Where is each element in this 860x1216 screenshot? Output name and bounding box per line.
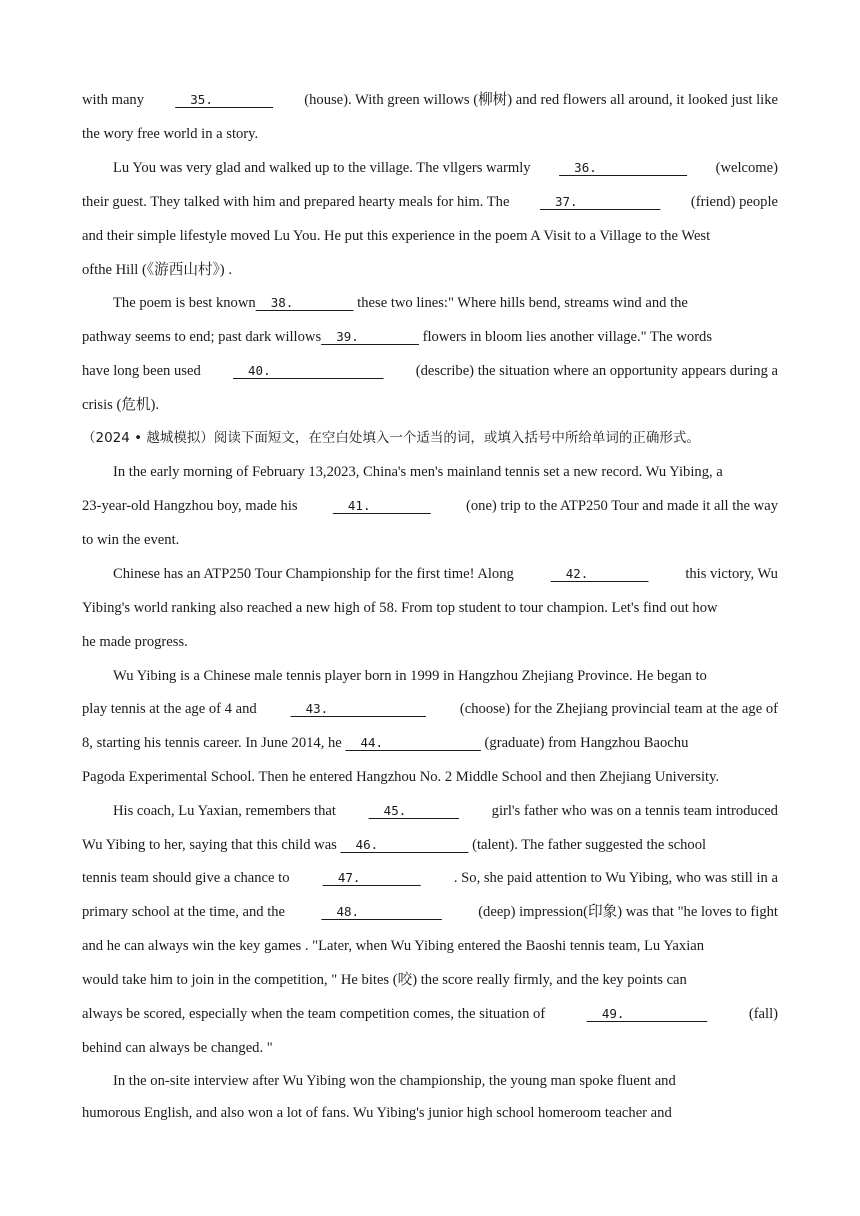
text-segment: play tennis at the age of 4 and [82, 701, 257, 717]
answer-blank[interactable]: 40. [232, 363, 384, 378]
text-segment: (deep) impression(印象) was that "he loves to fight [478, 904, 778, 920]
answer-blank[interactable]: 45. [368, 803, 459, 818]
text-segment: (fall) [748, 1006, 778, 1022]
text-line [82, 733, 688, 753]
text-line [113, 1071, 676, 1091]
text-segment: always be scored, especially when the team competition comes, the situation of [82, 1006, 546, 1022]
text-line [82, 327, 712, 347]
text-segment: 23-year-old Hangzhou boy, made his [82, 498, 298, 514]
text-segment: Yibing's world ranking also reached a new high of 58. From top student to tour champion. Let's find out how [82, 600, 718, 616]
text-line [82, 936, 778, 956]
answer-blank[interactable]: 39. [321, 329, 419, 344]
text-segment: crisis (危机). [82, 397, 160, 413]
text-segment: the wory free world in a story. [82, 126, 259, 142]
text-segment: have long been used [82, 363, 201, 379]
text-segment: and he can always win the key games . "Later, when Wu Yibing entered the Baoshi tennis team, Lu Yaxian [82, 938, 705, 954]
text-segment: (welcome) [715, 160, 778, 176]
text-segment: tennis team should give a chance to [82, 870, 290, 886]
text-line [82, 1038, 273, 1058]
text-line [82, 868, 778, 888]
text-segment: Wu Yibing to her, saying that this child was [82, 837, 341, 853]
text-segment: Wu Yibing is a Chinese male tennis player born in 1999 in Hangzhou Zhejiang Province. He began to [113, 668, 707, 684]
text-line [82, 598, 778, 618]
text-segment: (graduate) from Hangzhou Baochu [480, 735, 689, 751]
text-segment: he made progress. [82, 634, 188, 650]
answer-blank[interactable]: 37. [539, 194, 661, 209]
text-segment: flowers in bloom lies another village." The words [418, 329, 713, 345]
answer-blank[interactable]: 46. [340, 837, 469, 852]
text-segment: Lu You was very glad and walked up to the village. The vllgers warmly [113, 160, 531, 176]
text-segment: primary school at the time, and the [82, 904, 286, 920]
text-line [82, 970, 687, 990]
text-line [82, 767, 778, 787]
text-segment: Chinese has an ATP250 Tour Championship for the first time! Along [113, 566, 514, 582]
text-line [82, 192, 778, 212]
text-line [113, 293, 688, 313]
answer-blank[interactable]: 35. [175, 92, 274, 107]
text-segment: （2024 • 越城模拟）阅读下面短文，在空白处填入一个适当的词，或填入括号中所给单词的正确形式。 [82, 430, 700, 446]
text-line [82, 530, 179, 550]
text-segment: would take him to join in the competition, " He bites (咬) the score really firmly, and the key points can [82, 972, 687, 988]
text-segment: (house). With green willows (柳树) and red flowers all around, it looked just like [304, 92, 778, 108]
text-line [82, 1004, 778, 1024]
text-line [113, 801, 778, 821]
text-line [82, 835, 706, 855]
text-segment: these two lines:" Where hills bend, streams wind and the [353, 295, 688, 311]
text-segment: The poem is best known [113, 295, 256, 311]
text-segment: (describe) the situation where an opportunity appears during a [415, 363, 778, 379]
text-segment: (friend) people [690, 194, 778, 210]
text-segment: (one) trip to the ATP250 Tour and made it all the way [465, 498, 778, 514]
text-segment: and their simple lifestyle moved Lu You. He put this experience in the poem A Visit to a Village to the West [82, 228, 711, 244]
text-segment: ofthe Hill (《游西山村》) . [82, 262, 232, 278]
answer-blank[interactable]: 43. [290, 701, 427, 716]
answer-blank[interactable]: 49. [586, 1006, 708, 1021]
text-segment: pathway seems to end; past dark willows [82, 329, 322, 345]
text-segment: In the on-site interview after Wu Yibing won the championship, the young man spoke fluent and [113, 1073, 676, 1089]
text-segment: In the early morning of February 13,2023, China's men's mainland tennis set a new record. Wu Yibing, a [113, 464, 723, 480]
answer-blank[interactable]: 44. [345, 735, 481, 750]
answer-blank[interactable]: 48. [321, 904, 442, 919]
text-line [113, 158, 778, 178]
text-line [82, 632, 188, 652]
text-line [82, 124, 258, 144]
answer-blank[interactable]: 42. [550, 566, 649, 581]
text-segment: this victory, Wu [685, 566, 778, 582]
text-segment: Pagoda Experimental School. Then he entered Hangzhou No. 2 Middle School and then Zhejiang University. [82, 769, 720, 785]
answer-blank[interactable]: 36. [559, 160, 688, 175]
text-segment: girl's father who was on a tennis team introduced [491, 803, 778, 819]
text-line [82, 395, 159, 415]
text-line [82, 496, 778, 516]
text-line [82, 699, 778, 719]
text-line [82, 361, 778, 381]
text-segment: (talent). The father suggested the school [468, 837, 707, 853]
text-line [82, 226, 778, 246]
text-line [82, 260, 232, 280]
text-segment: 8, starting his tennis career. In June 2014, he [82, 735, 346, 751]
text-segment: (choose) for the Zhejiang provincial team at the age of [459, 701, 778, 717]
text-line [82, 902, 778, 922]
text-segment: His coach, Lu Yaxian, remembers that [113, 803, 336, 819]
text-segment: with many [82, 92, 145, 108]
text-segment: their guest. They talked with him and prepared hearty meals for him. The [82, 194, 510, 210]
question-source-header [82, 428, 700, 448]
text-segment: humorous English, and also won a lot of fans. Wu Yibing's junior high school homeroom teacher and [82, 1105, 672, 1121]
text-line [113, 666, 707, 686]
text-line [113, 462, 778, 482]
text-segment: to win the event. [82, 532, 180, 548]
answer-blank[interactable]: 47. [322, 870, 421, 885]
text-segment: . So, she paid attention to Wu Yibing, who was still in a [453, 870, 778, 886]
text-line [82, 90, 778, 110]
answer-blank[interactable]: 41. [332, 498, 431, 513]
text-segment: behind can always be changed. " [82, 1040, 273, 1056]
answer-blank[interactable]: 38. [255, 295, 354, 310]
text-line [113, 564, 778, 584]
text-line [82, 1103, 672, 1123]
